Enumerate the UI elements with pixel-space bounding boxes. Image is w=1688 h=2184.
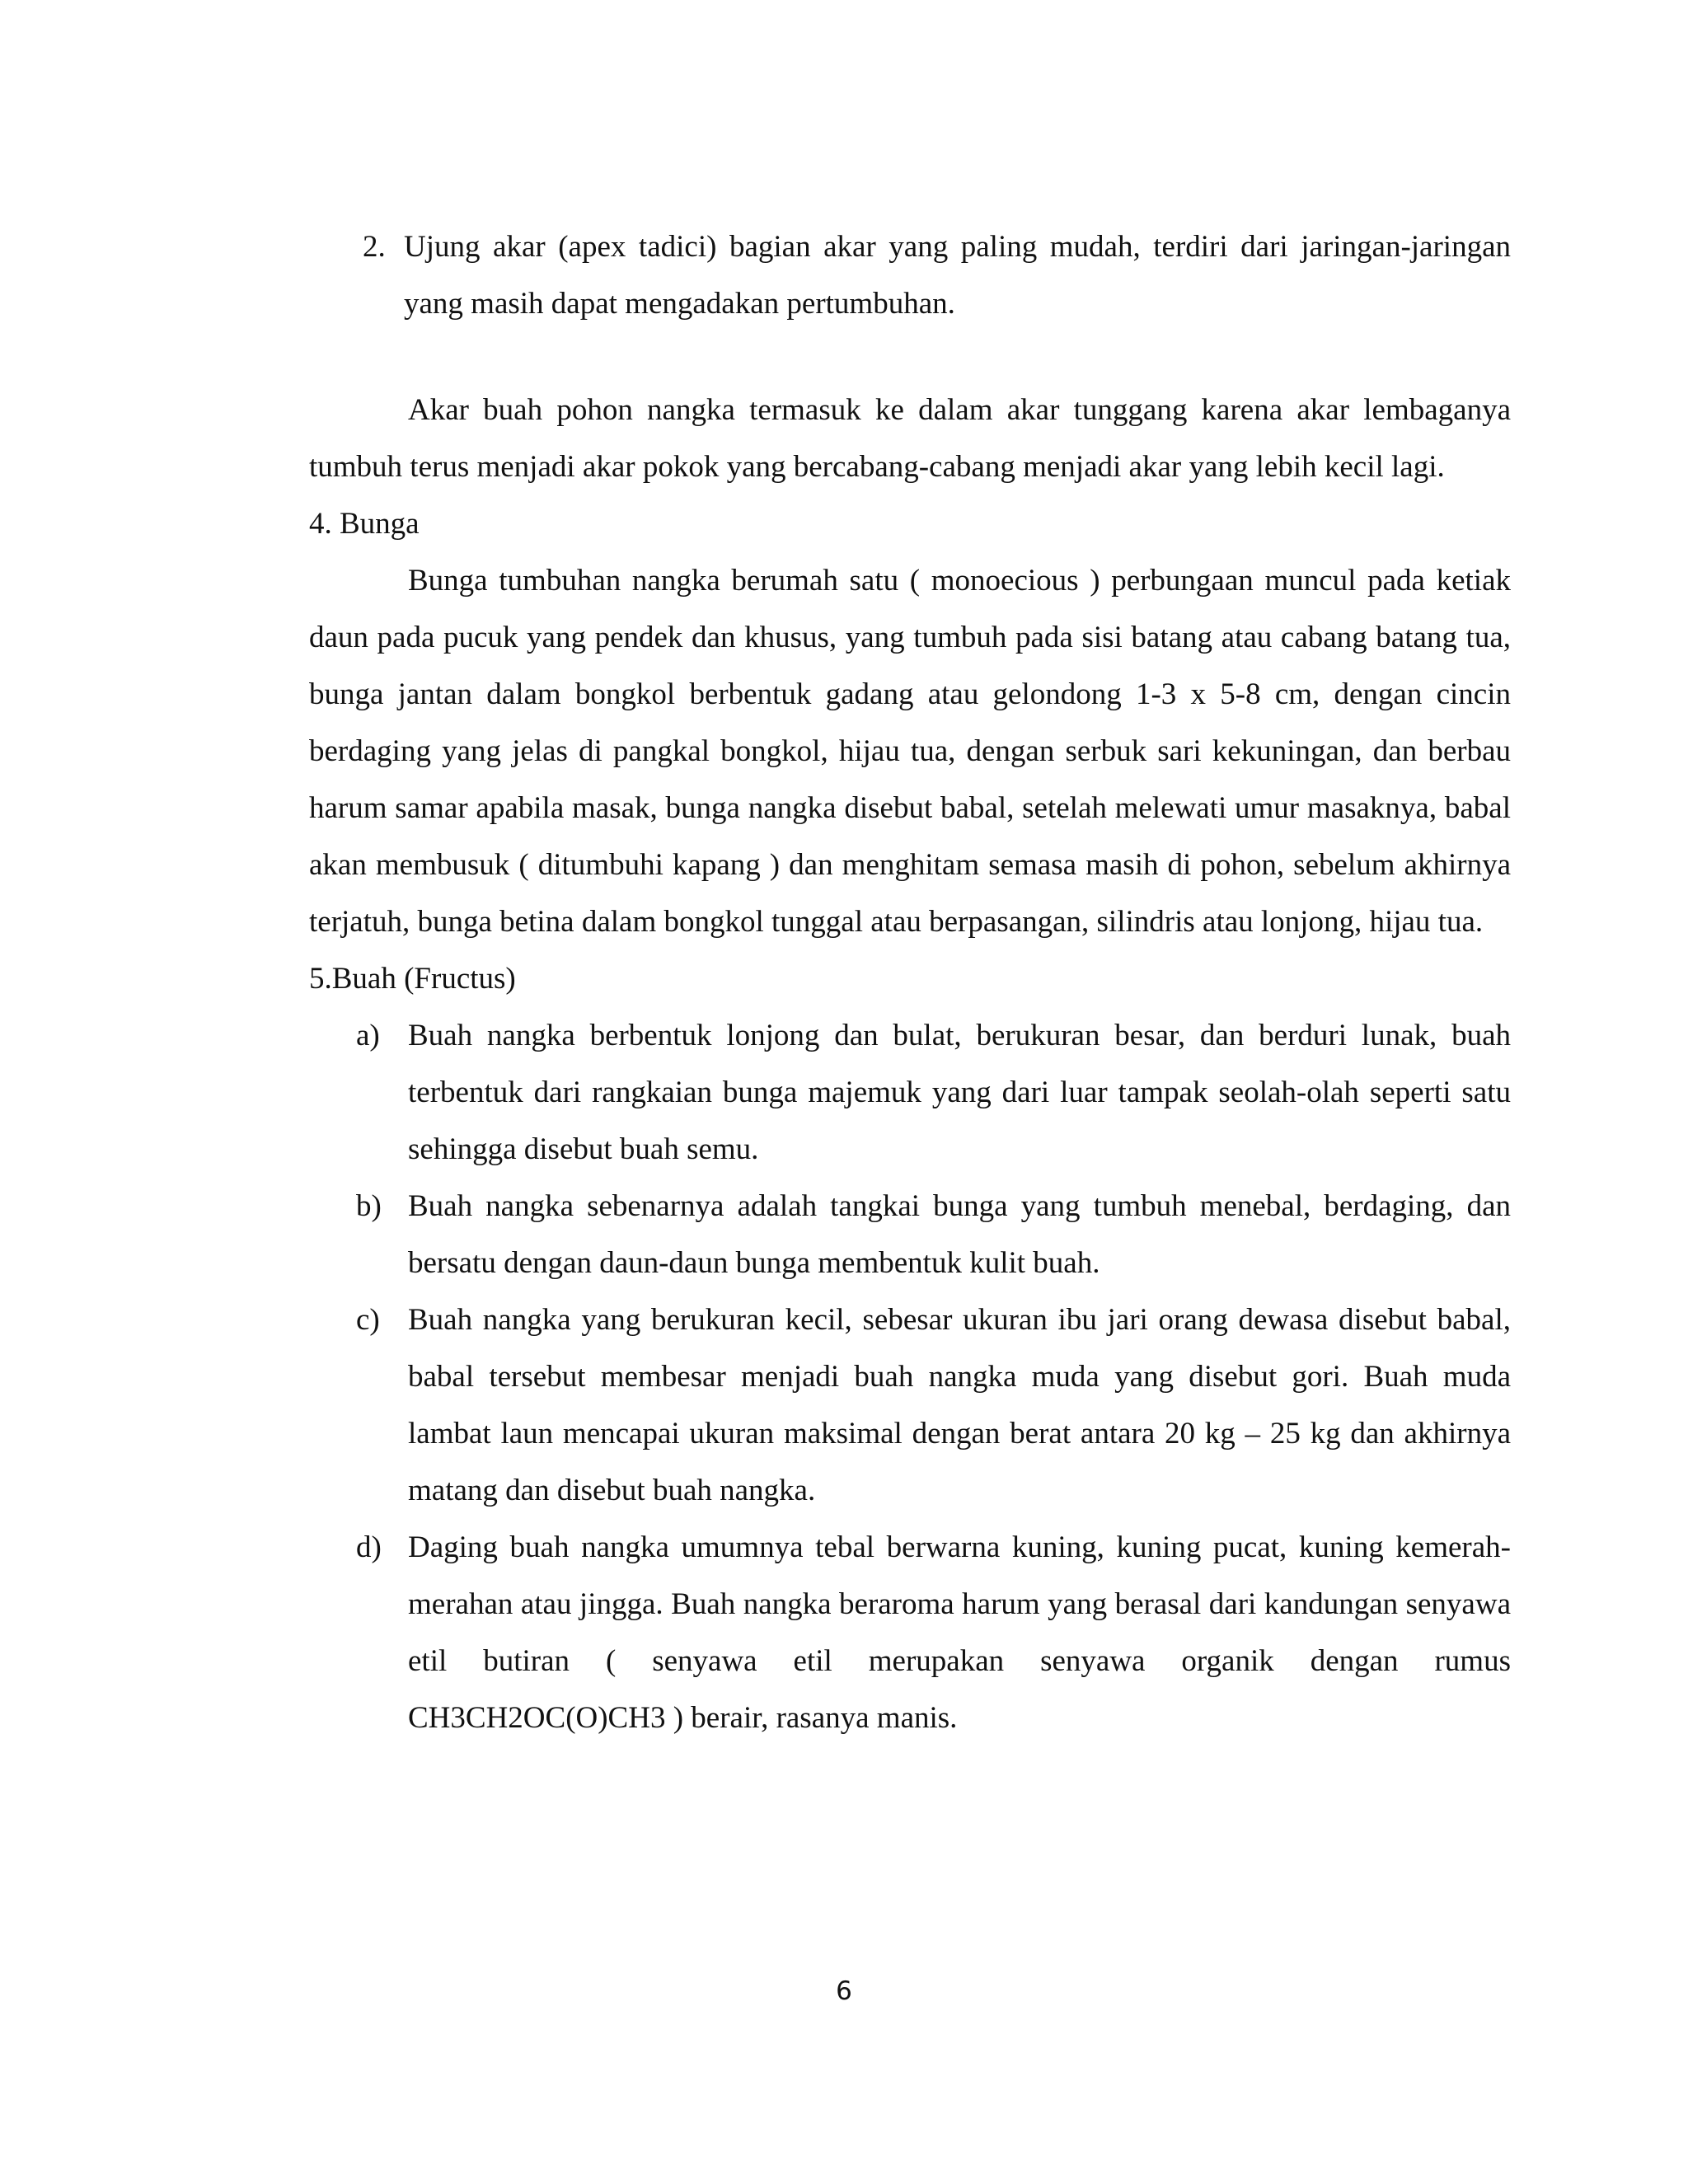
buah-item-b-text: Buah nangka sebenarnya adalah tangkai bunga yang tumbuh menebal, berdaging, dan bersatu dengan daun-daun bunga membentuk kulit buah.: [408, 1189, 1511, 1280]
bunga-heading: 4. Bunga: [309, 507, 420, 541]
buah-item-b-marker: b): [356, 1189, 382, 1223]
buah-item-d-text: Daging buah nangka umumnya tebal berwarna kuning, kuning pucat, kuning kemerah-merahan atau jingga. Buah nangka beraroma harum yang berasal dari kandungan senyawa etil butiran ( senyawa etil merupakan senyawa organik dengan rumus CH3CH2OC(O)CH3 ) berair, rasanya manis.: [408, 1530, 1511, 1735]
page-number: 6: [836, 1976, 852, 2006]
buah-item-a-text: Buah nangka berbentuk lonjong dan bulat, berukuran besar, dan berduri lunak, buah terbentuk dari rangkaian bunga majemuk yang dari luar tampak seolah-olah seperti satu sehingga disebut buah semu.: [408, 1019, 1511, 1166]
buah-item-c-text: Buah nangka yang berukuran kecil, sebesar ukuran ibu jari orang dewasa disebut babal, babal tersebut membesar menjadi buah nangka muda yang disebut gori. Buah muda lambat laun mencapai ukuran maksimal dengan berat antara 20 kg – 25 kg dan akhirnya matang dan disebut buah nangka.: [408, 1303, 1511, 1507]
list-item-2-number: 2.: [363, 230, 386, 264]
buah-item-d: [309, 1519, 1511, 1746]
buah-item-a-marker: a): [356, 1019, 380, 1052]
buah-item-a: [309, 1007, 1511, 1178]
list-item-2: [309, 218, 1511, 332]
buah-heading: 5.Buah (Fructus): [309, 962, 516, 996]
buah-item-c-marker: c): [356, 1303, 380, 1337]
akar-paragraph: Akar buah pohon nangka termasuk ke dalam akar tunggang karena akar lembaganya tumbuh terus menjadi akar pokok yang bercabang-cabang menjadi akar yang lebih kecil lagi.: [309, 393, 1511, 484]
buah-item-b: [309, 1178, 1511, 1291]
buah-item-d-marker: d): [356, 1530, 382, 1564]
page-content: [309, 218, 1511, 1746]
buah-item-c: [309, 1291, 1511, 1519]
bunga-paragraph: Bunga tumbuhan nangka berumah satu ( monoecious ) perbungaan muncul pada ketiak daun pada pucuk yang pendek dan khusus, yang tumbuh pada sisi batang atau cabang batang tua, bunga jantan dalam bongkol berbentuk gadang atau gelondong 1-3 x 5-8 cm, dengan cincin berdaging yang jelas di pangkal bongkol, hijau tua, dengan serbuk sari kekuningan, dan berbau harum samar apabila masak, bunga nangka disebut babal, setelah melewati umur masaknya, babal akan membusuk ( ditumbuhi kapang ) dan menghitam semasa masih di pohon, sebelum akhirnya terjatuh, bunga betina dalam bongkol tunggal atau berpasangan, silindris atau lonjong, hijau tua.: [309, 564, 1511, 939]
list-item-2-text: Ujung akar (apex tadici) bagian akar yang paling mudah, terdiri dari jaringan-jaringan yang masih dapat mengadakan pertumbuhan.: [404, 230, 1511, 321]
